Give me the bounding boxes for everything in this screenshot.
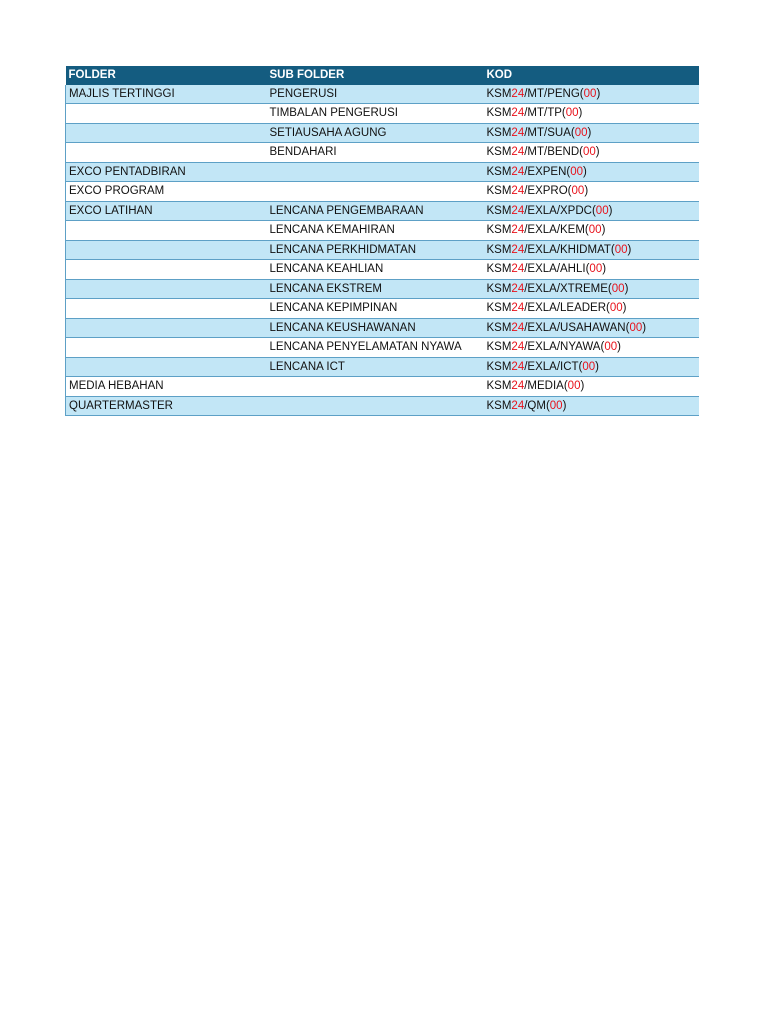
kod-year: 24 [511, 204, 525, 217]
folder-cell[interactable]: EXCO PENTADBIRAN [66, 162, 267, 182]
folder-cell[interactable]: EXCO LATIHAN [66, 201, 267, 221]
kod-cell[interactable] [484, 201, 699, 221]
kod-path: /QM( [524, 399, 550, 412]
table-row [66, 377, 699, 397]
kod-year: 24 [511, 399, 525, 412]
kod-year: 24 [511, 146, 525, 158]
kod-year: 24 [511, 321, 525, 334]
table-row [66, 221, 699, 241]
sub-folder-cell[interactable]: SETIAUSAHA AGUNG [267, 123, 484, 143]
spreadsheet-sheet [65, 66, 698, 416]
kod-path: /EXLA/USAHAWAN( [524, 321, 630, 334]
header-sub-folder[interactable]: SUB FOLDER [267, 66, 484, 85]
kod-cell[interactable] [484, 338, 699, 358]
kod-number: 00 [629, 321, 643, 334]
table-row [66, 143, 699, 163]
kod-cell[interactable] [484, 396, 699, 416]
kod-number: 00 [609, 302, 623, 314]
kod-prefix: KSM [486, 399, 512, 412]
sub-folder-cell[interactable] [267, 396, 484, 416]
kod-prefix: KSM [486, 321, 512, 334]
sub-folder-cell[interactable]: LENCANA PENGEMBARAAN [267, 201, 484, 221]
kod-cell[interactable] [484, 357, 699, 377]
kod-cell[interactable] [484, 123, 699, 143]
kod-end: ) [617, 341, 621, 353]
folder-cell[interactable] [66, 123, 267, 143]
kod-prefix: KSM [486, 126, 512, 139]
kod-path: /EXPEN( [524, 165, 571, 178]
kod-cell[interactable] [484, 104, 699, 124]
kod-number: 00 [589, 263, 603, 275]
kod-prefix: KSM [486, 263, 512, 275]
folder-cell[interactable] [66, 279, 267, 299]
table-row [66, 201, 699, 221]
kod-cell[interactable] [484, 377, 699, 397]
kod-number: 00 [614, 243, 628, 256]
kod-year: 24 [511, 185, 525, 197]
kod-year: 24 [511, 224, 525, 236]
table-row [66, 318, 699, 338]
kod-year: 24 [511, 243, 525, 256]
kod-end: ) [580, 380, 585, 392]
kod-year: 24 [511, 341, 525, 353]
kod-year: 24 [511, 87, 525, 100]
kod-cell[interactable] [484, 182, 699, 202]
kod-year: 24 [511, 165, 525, 178]
table-row [66, 123, 699, 143]
kod-path: /EXLA/NYAWA( [524, 341, 605, 353]
kod-cell[interactable] [484, 221, 699, 241]
kod-path: /EXLA/XTREME( [524, 282, 612, 295]
sub-folder-cell[interactable] [267, 377, 484, 397]
folder-cell[interactable] [66, 143, 267, 163]
kod-prefix: KSM [486, 380, 512, 392]
kod-end: ) [601, 224, 606, 236]
sub-folder-cell[interactable]: LENCANA KEAHLIAN [267, 260, 484, 280]
folder-cell[interactable] [66, 318, 267, 338]
kod-path: /MT/PENG( [524, 87, 584, 100]
kod-cell[interactable] [484, 85, 699, 104]
kod-year: 24 [511, 263, 525, 275]
sub-folder-cell[interactable] [267, 162, 484, 182]
folder-cell[interactable]: MAJLIS TERTINGGI [66, 85, 267, 104]
kod-year: 24 [511, 107, 525, 119]
kod-prefix: KSM [486, 165, 512, 178]
kod-number: 00 [583, 87, 597, 100]
kod-prefix: KSM [486, 341, 512, 353]
header-row [66, 66, 699, 85]
folder-cell[interactable]: MEDIA HEBAHAN [66, 377, 267, 397]
table-row [66, 396, 699, 416]
kod-number: 00 [583, 146, 596, 158]
kod-number: 00 [570, 165, 584, 178]
folder-cell[interactable] [66, 240, 267, 260]
table-row [66, 299, 699, 319]
kod-path: /MT/BEND( [524, 146, 583, 158]
kod-path: /EXLA/LEADER( [524, 302, 610, 314]
sub-folder-cell[interactable]: LENCANA KEUSHAWANAN [267, 318, 484, 338]
kod-prefix: KSM [486, 146, 512, 158]
sub-folder-cell[interactable]: LENCANA KEMAHIRAN [267, 221, 484, 241]
kod-cell[interactable] [484, 240, 699, 260]
sub-folder-cell[interactable]: LENCANA KEPIMPINAN [267, 299, 484, 319]
kod-prefix: KSM [486, 185, 512, 197]
kod-cell[interactable] [484, 318, 699, 338]
folder-cell[interactable] [66, 338, 267, 358]
kod-end: ) [596, 87, 601, 100]
kod-year: 24 [511, 282, 525, 295]
kod-cell[interactable] [484, 143, 699, 163]
kod-number: 00 [571, 185, 585, 197]
folder-code-table [65, 66, 699, 416]
sub-folder-cell[interactable]: TIMBALAN PENGERUSI [267, 104, 484, 124]
table-row [66, 357, 699, 377]
kod-end: ) [622, 302, 627, 314]
kod-prefix: KSM [486, 360, 512, 373]
kod-prefix: KSM [486, 302, 512, 314]
sub-folder-cell[interactable]: LENCANA PERKHIDMATAN [267, 240, 484, 260]
folder-cell[interactable] [66, 221, 267, 241]
sub-folder-cell[interactable] [267, 182, 484, 202]
kod-end: ) [627, 243, 632, 256]
kod-cell[interactable] [484, 299, 699, 319]
header-kod[interactable]: KOD [484, 66, 699, 85]
kod-prefix: KSM [486, 282, 512, 295]
table-header [66, 66, 699, 85]
kod-number: 00 [604, 341, 618, 353]
kod-prefix: KSM [486, 224, 512, 236]
table-row [66, 240, 699, 260]
kod-year: 24 [511, 380, 525, 392]
kod-prefix: KSM [486, 107, 512, 119]
kod-end: ) [583, 165, 587, 178]
sub-folder-cell[interactable]: BENDAHARI [267, 143, 484, 163]
folder-cell[interactable] [66, 260, 267, 280]
kod-end: ) [608, 204, 613, 217]
kod-end: ) [595, 360, 600, 373]
kod-path: /EXLA/KHIDMAT( [524, 243, 615, 256]
kod-end: ) [595, 146, 600, 158]
kod-end: ) [562, 399, 567, 412]
sub-folder-cell[interactable]: PENGERUSI [267, 85, 484, 104]
table-row [66, 260, 699, 280]
kod-path: /EXLA/XPDC( [524, 204, 596, 217]
table-body [66, 85, 699, 416]
table-row [66, 104, 699, 124]
kod-end: ) [624, 282, 629, 295]
kod-prefix: KSM [486, 204, 512, 217]
kod-prefix: KSM [486, 87, 512, 100]
kod-cell[interactable] [484, 162, 699, 182]
kod-year: 24 [511, 126, 525, 139]
kod-number: 00 [567, 380, 581, 392]
kod-end: ) [584, 185, 589, 197]
folder-cell[interactable] [66, 104, 267, 124]
kod-number: 00 [611, 282, 625, 295]
header-folder[interactable]: FOLDER [66, 66, 267, 85]
kod-prefix: KSM [486, 243, 512, 256]
table-row [66, 279, 699, 299]
kod-number: 00 [595, 204, 609, 217]
kod-path: /MT/SUA( [524, 126, 575, 139]
sub-folder-cell[interactable]: LENCANA PENYELAMATAN NYAWA [267, 338, 484, 358]
kod-end: ) [578, 107, 583, 119]
table-row [66, 162, 699, 182]
sub-folder-cell[interactable]: LENCANA EKSTREM [267, 279, 484, 299]
kod-path: /MT/TP( [524, 107, 566, 119]
kod-path: /EXLA/AHLI( [524, 263, 590, 275]
table-row [66, 182, 699, 202]
kod-end: ) [642, 321, 647, 334]
kod-path: /MEDIA( [524, 380, 568, 392]
kod-path: /EXLA/KEM( [524, 224, 589, 236]
folder-cell[interactable]: QUARTERMASTER [66, 396, 267, 416]
folder-cell[interactable] [66, 357, 267, 377]
kod-end: ) [602, 263, 607, 275]
kod-number: 00 [588, 224, 602, 236]
table-row [66, 338, 699, 358]
kod-number: 00 [565, 107, 579, 119]
sub-folder-cell[interactable]: LENCANA ICT [267, 357, 484, 377]
kod-path: /EXPRO( [524, 185, 572, 197]
kod-year: 24 [511, 360, 525, 373]
folder-cell[interactable]: EXCO PROGRAM [66, 182, 267, 202]
kod-cell[interactable] [484, 260, 699, 280]
folder-cell[interactable] [66, 299, 267, 319]
kod-number: 00 [549, 399, 563, 412]
kod-number: 00 [574, 126, 588, 139]
kod-path: /EXLA/ICT( [524, 360, 583, 373]
kod-number: 00 [582, 360, 596, 373]
kod-year: 24 [511, 302, 525, 314]
table-row [66, 85, 699, 104]
kod-cell[interactable] [484, 279, 699, 299]
kod-end: ) [587, 126, 592, 139]
